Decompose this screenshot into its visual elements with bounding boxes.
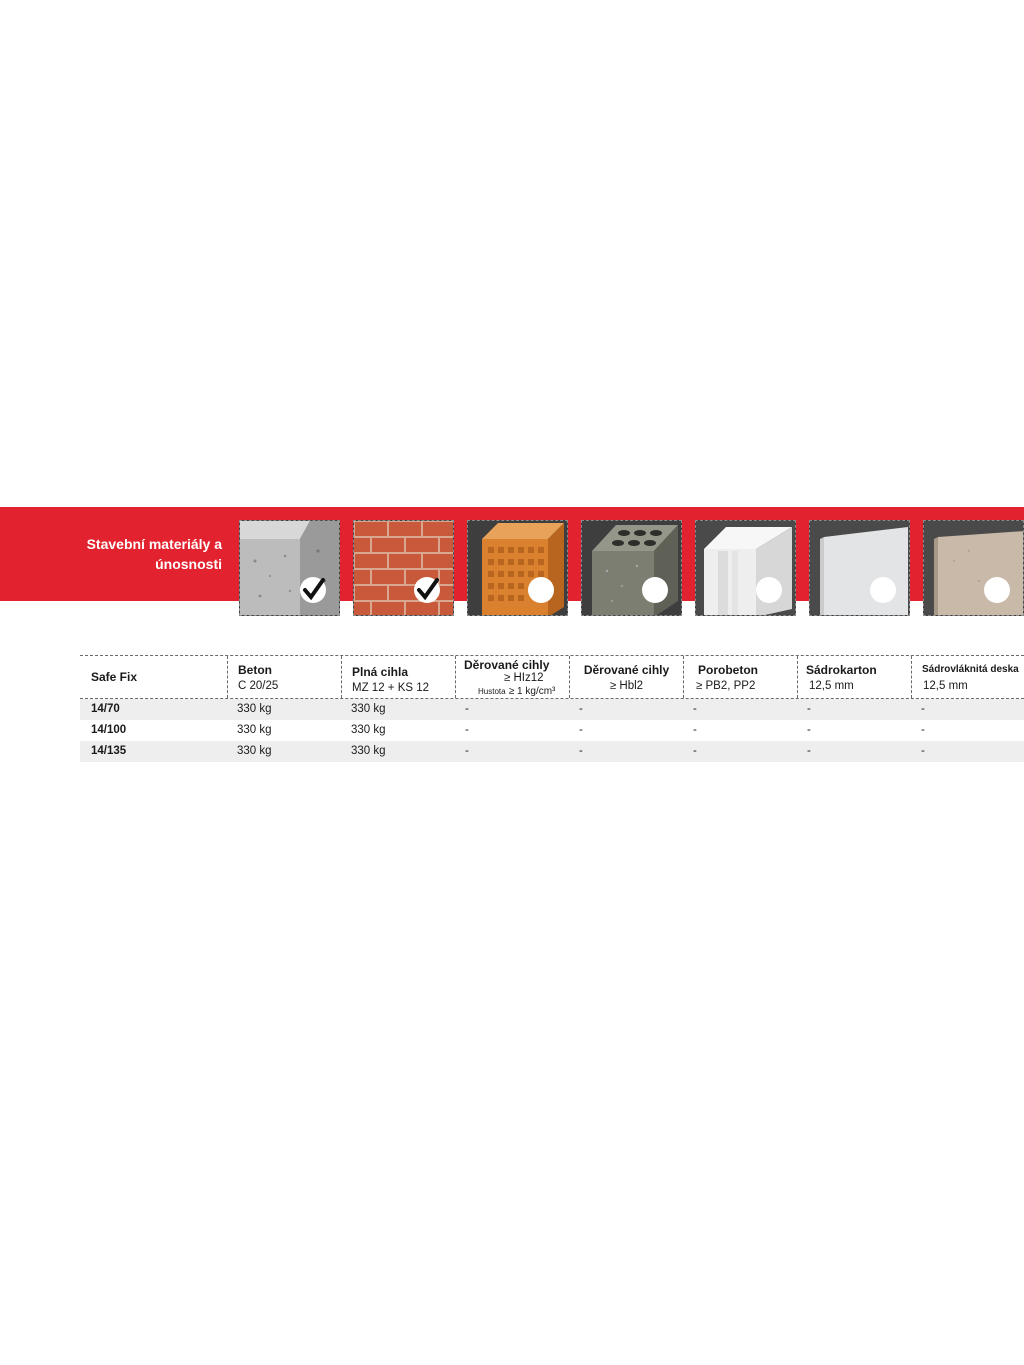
table-row: 14/100 330 kg 330 kg - - - - - (91, 724, 925, 736)
section-title: Stavební materiály a únosnosti (86, 536, 222, 572)
table-header (80, 655, 1024, 699)
table-row: 14/70 330 kg 330 kg - - - - - (80, 699, 1024, 720)
load-capacity-table (80, 655, 1024, 762)
column-header-beton: Beton C 20/25 (227, 656, 341, 698)
empty-circle-icon (984, 577, 1010, 603)
empty-circle-icon (528, 577, 554, 603)
column-header-derovane-cihly-hbl: Děrované cihly ≥ Hbl2 (569, 656, 683, 698)
concrete-hollow-block-image (582, 521, 682, 616)
column-header-derovane-cihly-hlz: Děrované cihly ≥ HIz12 Hustota ≥ 1 kg/cm³ (455, 656, 569, 698)
sadrokarton-tile (809, 520, 910, 616)
check-icon (414, 577, 440, 603)
sadrovlaknita-deska-tile (923, 520, 1024, 616)
derovane-cihly-hbl-tile (581, 520, 682, 616)
gypsum-fibre-board-image (924, 521, 1024, 616)
column-header-porobeton: Porobeton ≥ PB2, PP2 (683, 656, 797, 698)
hollow-brick-image (468, 521, 568, 616)
column-header-sadrovlaknita-deska: Sádrovláknitá deska 12,5 mm (911, 656, 1024, 698)
beton-tile (239, 520, 340, 616)
product-header: Safe Fix (91, 670, 138, 684)
table-row: 14/135 330 kg 330 kg - - - - - (80, 741, 1024, 762)
derovane-cihly-hlz-tile (467, 520, 568, 616)
empty-circle-icon (756, 577, 782, 603)
aerated-concrete-image (696, 521, 796, 616)
empty-circle-icon (870, 577, 896, 603)
drywall-board-image (810, 521, 910, 616)
empty-circle-icon (642, 577, 668, 603)
check-icon (300, 577, 326, 603)
column-header-plna-cihla: Plná cihla MZ 12 + KS 12 (341, 656, 455, 698)
plna-cihla-tile (353, 520, 454, 616)
porobeton-tile (695, 520, 796, 616)
column-header-sadrokarton: Sádrokarton 12,5 mm (797, 656, 911, 698)
